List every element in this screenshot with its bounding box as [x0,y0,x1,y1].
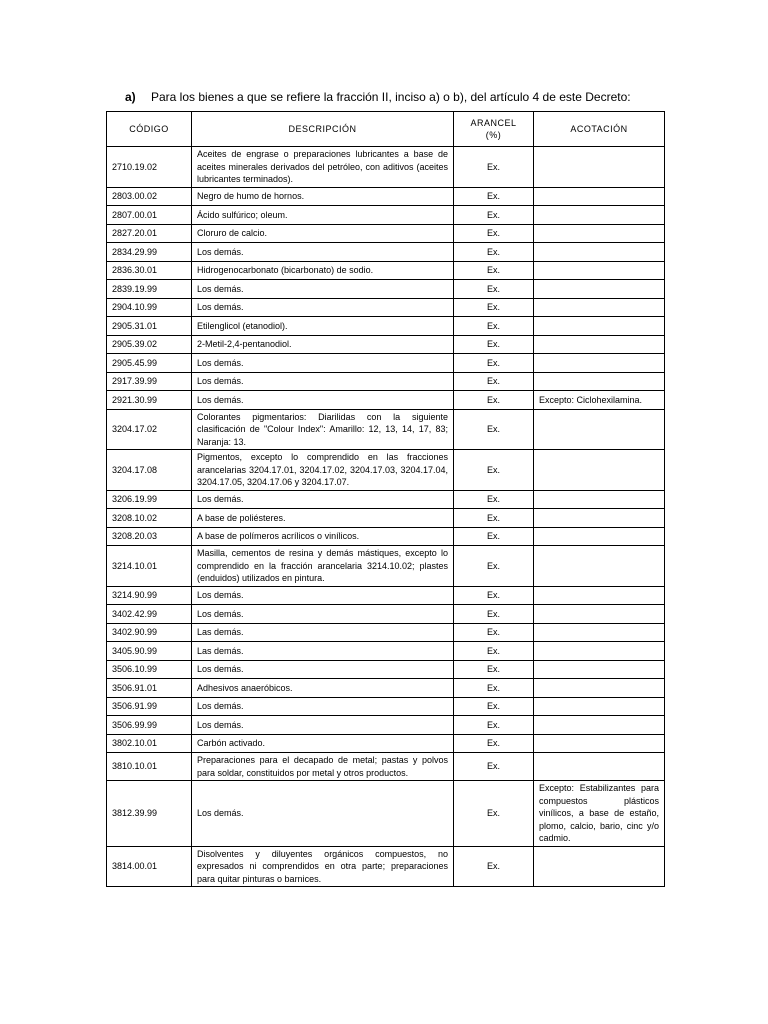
cell-description: Adhesivos anaeróbicos. [192,679,454,698]
cell-code: 2905.45.99 [107,354,192,373]
table-row [107,409,665,450]
cell-tariff: Ex. [454,372,534,391]
cell-note [534,546,665,587]
cell-tariff: Ex. [454,546,534,587]
cell-code: 3208.10.02 [107,509,192,528]
cell-tariff: Ex. [454,261,534,280]
cell-note [534,280,665,299]
table-row [107,753,665,781]
header-tariff [454,112,534,147]
cell-description: Los demás. [192,354,454,373]
cell-description: Los demás. [192,586,454,605]
cell-description: Los demás. [192,660,454,679]
cell-tariff: Ex. [454,317,534,336]
cell-tariff: Ex. [454,490,534,509]
cell-description: Preparaciones para el decapado de metal; pastas y polvos para soldar, constituidos por metal y otros productos. [192,753,454,781]
section-heading [125,89,631,105]
cell-description: Los demás. [192,716,454,735]
table-row [107,224,665,243]
cell-description: Los demás. [192,243,454,262]
cell-note: Excepto: Estabilizantes para compuestos plásticos vinílicos, a base de estaño, plomo, calcio, bario, cinc y/o cadmio. [534,781,665,847]
cell-description: Las demás. [192,642,454,661]
cell-tariff: Ex. [454,697,534,716]
cell-note [534,261,665,280]
cell-description: Los demás. [192,605,454,624]
cell-note [534,317,665,336]
header-code: CÓDIGO [107,112,192,147]
cell-note [534,642,665,661]
table-row [107,546,665,587]
cell-description: Los demás. [192,697,454,716]
table-row [107,450,665,491]
table-row [107,586,665,605]
cell-note [534,660,665,679]
table-row [107,716,665,735]
cell-code: 2921.30.99 [107,391,192,410]
cell-note [534,335,665,354]
cell-code: 3506.99.99 [107,716,192,735]
header-description: DESCRIPCIÓN [192,112,454,147]
cell-code: 3204.17.02 [107,409,192,450]
cell-note [534,224,665,243]
cell-tariff: Ex. [454,224,534,243]
cell-note [534,187,665,206]
cell-note [534,298,665,317]
cell-code: 3506.91.99 [107,697,192,716]
cell-code: 2905.31.01 [107,317,192,336]
cell-tariff: Ex. [454,623,534,642]
cell-note [534,623,665,642]
table-row [107,372,665,391]
cell-code: 3814.00.01 [107,846,192,887]
cell-code: 3402.90.99 [107,623,192,642]
cell-tariff: Ex. [454,734,534,753]
cell-description: Cloruro de calcio. [192,224,454,243]
cell-description: Los demás. [192,781,454,847]
cell-tariff: Ex. [454,335,534,354]
table-row [107,605,665,624]
cell-description: A base de poliésteres. [192,509,454,528]
table-row [107,243,665,262]
cell-description: Los demás. [192,372,454,391]
cell-code: 2807.00.01 [107,206,192,225]
cell-note [534,147,665,188]
cell-note [534,206,665,225]
cell-tariff: Ex. [454,753,534,781]
cell-note [534,527,665,546]
cell-code: 3802.10.01 [107,734,192,753]
cell-tariff: Ex. [454,781,534,847]
table-row [107,280,665,299]
table-body [107,147,665,887]
cell-description: Carbón activado. [192,734,454,753]
cell-description: Negro de humo de hornos. [192,187,454,206]
cell-code: 2904.10.99 [107,298,192,317]
cell-description: 2-Metil-2,4-pentanodiol. [192,335,454,354]
cell-note [534,354,665,373]
table-row [107,187,665,206]
cell-tariff: Ex. [454,298,534,317]
table-row [107,391,665,410]
cell-note [534,450,665,491]
cell-note [534,846,665,887]
table-header-row [107,112,665,147]
cell-code: 2836.30.01 [107,261,192,280]
table-row [107,317,665,336]
table-row [107,623,665,642]
cell-tariff: Ex. [454,280,534,299]
cell-code: 3405.90.99 [107,642,192,661]
cell-code: 3810.10.01 [107,753,192,781]
table-row [107,781,665,847]
cell-code: 3214.10.01 [107,546,192,587]
table-row [107,697,665,716]
table-row [107,846,665,887]
cell-description: Las demás. [192,623,454,642]
cell-note [534,716,665,735]
cell-tariff: Ex. [454,147,534,188]
cell-note [534,509,665,528]
cell-tariff: Ex. [454,527,534,546]
cell-description: Masilla, cementos de resina y demás mástiques, excepto lo comprendido en la fracción arancelaria 3214.10.02; plastes (enduidos) utilizados en pintura. [192,546,454,587]
cell-tariff: Ex. [454,846,534,887]
cell-tariff: Ex. [454,586,534,605]
cell-code: 3214.90.99 [107,586,192,605]
cell-code: 2917.39.99 [107,372,192,391]
header-tariff-line2: (%) [485,130,502,140]
cell-description: Los demás. [192,490,454,509]
cell-code: 2803.00.02 [107,187,192,206]
section-intro-text: Para los bienes a que se refiere la fracción II, inciso a) o b), del artículo 4 de este Decreto: [151,90,631,104]
table-row [107,298,665,317]
cell-description: Los demás. [192,280,454,299]
cell-code: 2905.39.02 [107,335,192,354]
cell-description: Pigmentos, excepto lo comprendido en las fracciones arancelarias 3204.17.01, 3204.17.02, 3204.17.03, 3204.17.04, 3204.17.05, 3204.17.06 y 3204.17.07. [192,450,454,491]
cell-description: A base de polímeros acrílicos o vinílicos. [192,527,454,546]
cell-description: Disolventes y diluyentes orgánicos compuestos, no expresados ni comprendidos en otra parte; preparaciones para quitar pinturas o barnices. [192,846,454,887]
header-note: ACOTACIÓN [534,112,665,147]
cell-tariff: Ex. [454,409,534,450]
table-row [107,734,665,753]
cell-description: Los demás. [192,298,454,317]
cell-code: 3812.39.99 [107,781,192,847]
table-row [107,206,665,225]
table-row [107,490,665,509]
cell-note [534,605,665,624]
cell-note [534,734,665,753]
cell-code: 2839.19.99 [107,280,192,299]
cell-description: Ácido sulfúrico; oleum. [192,206,454,225]
cell-code: 3506.91.01 [107,679,192,698]
cell-code: 3204.17.08 [107,450,192,491]
cell-note [534,586,665,605]
cell-tariff: Ex. [454,450,534,491]
cell-tariff: Ex. [454,187,534,206]
cell-tariff: Ex. [454,354,534,373]
cell-note: Excepto: Ciclohexilamina. [534,391,665,410]
cell-note [534,490,665,509]
table-row [107,354,665,373]
cell-tariff: Ex. [454,243,534,262]
table-row [107,679,665,698]
cell-tariff: Ex. [454,679,534,698]
cell-note [534,679,665,698]
table-row [107,509,665,528]
cell-tariff: Ex. [454,642,534,661]
cell-tariff: Ex. [454,660,534,679]
table-row [107,335,665,354]
cell-code: 2834.29.99 [107,243,192,262]
table-row [107,642,665,661]
cell-note [534,697,665,716]
cell-tariff: Ex. [454,716,534,735]
cell-code: 3506.10.99 [107,660,192,679]
cell-description: Hidrogenocarbonato (bicarbonato) de sodio. [192,261,454,280]
cell-tariff: Ex. [454,509,534,528]
cell-note [534,409,665,450]
cell-code: 3402.42.99 [107,605,192,624]
tariff-table [106,111,665,887]
cell-description: Los demás. [192,391,454,410]
table-row [107,660,665,679]
header-tariff-line1: ARANCEL [470,117,517,128]
section-marker: a) [125,90,136,104]
cell-note [534,372,665,391]
cell-code: 3206.19.99 [107,490,192,509]
cell-tariff: Ex. [454,391,534,410]
cell-code: 3208.20.03 [107,527,192,546]
cell-description: Colorantes pigmentarios: Diarilidas con la siguiente clasificación de "Colour Index": Amarillo: 12, 13, 14, 17, 83; Naranja: 13. [192,409,454,450]
cell-code: 2827.20.01 [107,224,192,243]
cell-description: Etilenglicol (etanodiol). [192,317,454,336]
table-row [107,147,665,188]
cell-tariff: Ex. [454,605,534,624]
cell-code: 2710.19.02 [107,147,192,188]
table-row [107,261,665,280]
cell-note [534,243,665,262]
table-row [107,527,665,546]
cell-note [534,753,665,781]
cell-tariff: Ex. [454,206,534,225]
cell-description: Aceites de engrase o preparaciones lubricantes a base de aceites minerales derivados del petróleo, con aditivos (aceites lubricantes terminados). [192,147,454,188]
